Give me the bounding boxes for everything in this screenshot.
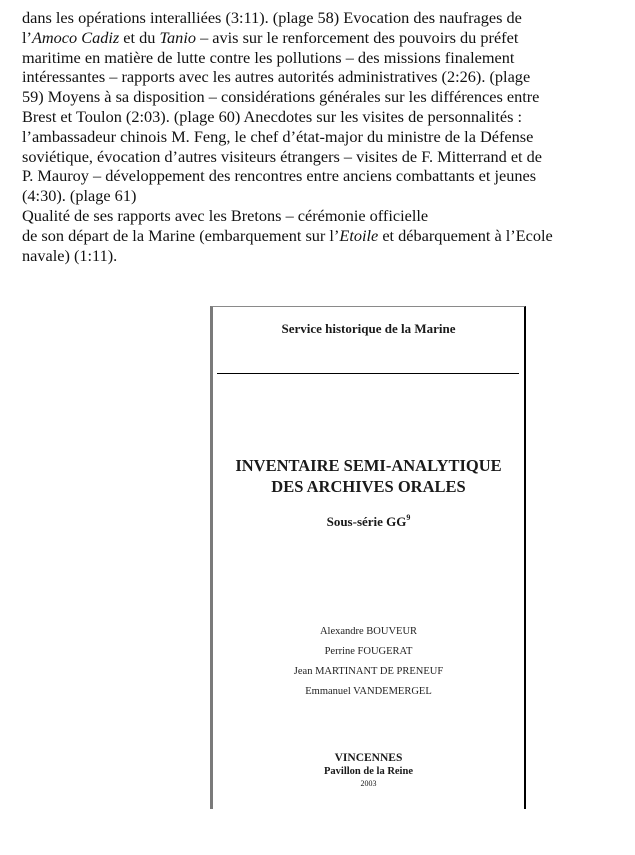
text-segment: – avis sur le renforcement des pouvoirs du préfet <box>196 27 519 47</box>
cover-subseries <box>213 514 524 530</box>
cover-subseries-superscript: 9 <box>406 513 411 522</box>
cover-institution-header: Service historique de la Marine <box>281 321 456 336</box>
cover-authors <box>213 622 524 702</box>
text-segment: et débarquement à l’Ecole <box>378 225 553 245</box>
body-text-line <box>22 147 634 167</box>
body-text-line <box>22 166 634 186</box>
body-text-line <box>22 107 634 127</box>
text-segment: (4:30). (plage 61) <box>22 186 137 206</box>
body-text-line <box>22 67 634 87</box>
cover-author: Jean MARTINANT DE PRENEUF <box>293 666 444 677</box>
italic-ship-name: Amoco Cadiz <box>31 27 120 47</box>
text-segment: et du <box>119 27 160 47</box>
body-text-line <box>22 226 634 246</box>
text-segment: de son départ de la Marine (embarquement sur l’ <box>22 225 340 245</box>
text-segment: maritime en matière de lutte contre les pollutions – des missions finalement <box>22 47 515 67</box>
cover-horizontal-rule <box>217 373 519 374</box>
cover-author: Emmanuel VANDEMERGEL <box>305 686 432 697</box>
body-text <box>22 8 634 265</box>
text-segment: l’ <box>22 27 32 47</box>
cover-page-image <box>210 306 526 809</box>
italic-ship-name: Tanio <box>159 27 196 47</box>
body-text-line <box>22 28 634 48</box>
text-segment: dans les opérations interalliées (3:11). (plage 58) Evocation des naufrages de <box>22 8 522 27</box>
body-text-line <box>22 48 634 68</box>
text-segment: navale) (1:11). <box>22 245 118 265</box>
body-text-line <box>22 127 634 147</box>
body-text-line <box>22 206 634 226</box>
text-segment: 59) Moyens à sa disposition – considérations générales sur les différences entre <box>22 87 540 107</box>
cover-year: 2003 <box>360 779 377 788</box>
text-segment: Qualité de ses rapports avec les Bretons – cérémonie officielle <box>22 205 429 225</box>
text-segment: intéressantes – rapports avec les autres autorités administratives (2:26). (plage <box>22 67 531 87</box>
body-text-line <box>22 87 634 107</box>
body-text-line <box>22 186 634 206</box>
italic-ship-name: Etoile <box>339 225 379 245</box>
text-segment: Brest et Toulon (2:03). (plage 60) Anecdotes sur les visites de personnalités : <box>22 106 523 126</box>
cover-title-line-1: INVENTAIRE SEMI-ANALYTIQUE <box>235 456 502 475</box>
cover-imprint <box>213 752 524 790</box>
cover-page-content <box>213 307 524 809</box>
cover-title <box>213 455 524 497</box>
body-text-line <box>22 8 634 28</box>
cover-venue: Pavillon de la Reine <box>324 766 413 777</box>
text-segment: soviétique, évocation d’autres visiteurs étrangers – visites de F. Mitterrand et de <box>22 146 543 166</box>
body-text-line <box>22 246 634 266</box>
cover-city: VINCENNES <box>334 752 403 764</box>
text-segment: l’ambassadeur chinois M. Feng, le chef d’état-major du ministre de la Défense <box>22 126 534 146</box>
cover-author: Perrine FOUGERAT <box>324 646 413 657</box>
cover-title-line-2: DES ARCHIVES ORALES <box>271 477 466 496</box>
text-segment: P. Mauroy – développement des rencontres entre anciens combattants et jeunes <box>22 166 537 186</box>
cover-author: Alexandre BOUVEUR <box>319 626 418 637</box>
cover-subseries-label: Sous-série GG <box>326 514 407 529</box>
